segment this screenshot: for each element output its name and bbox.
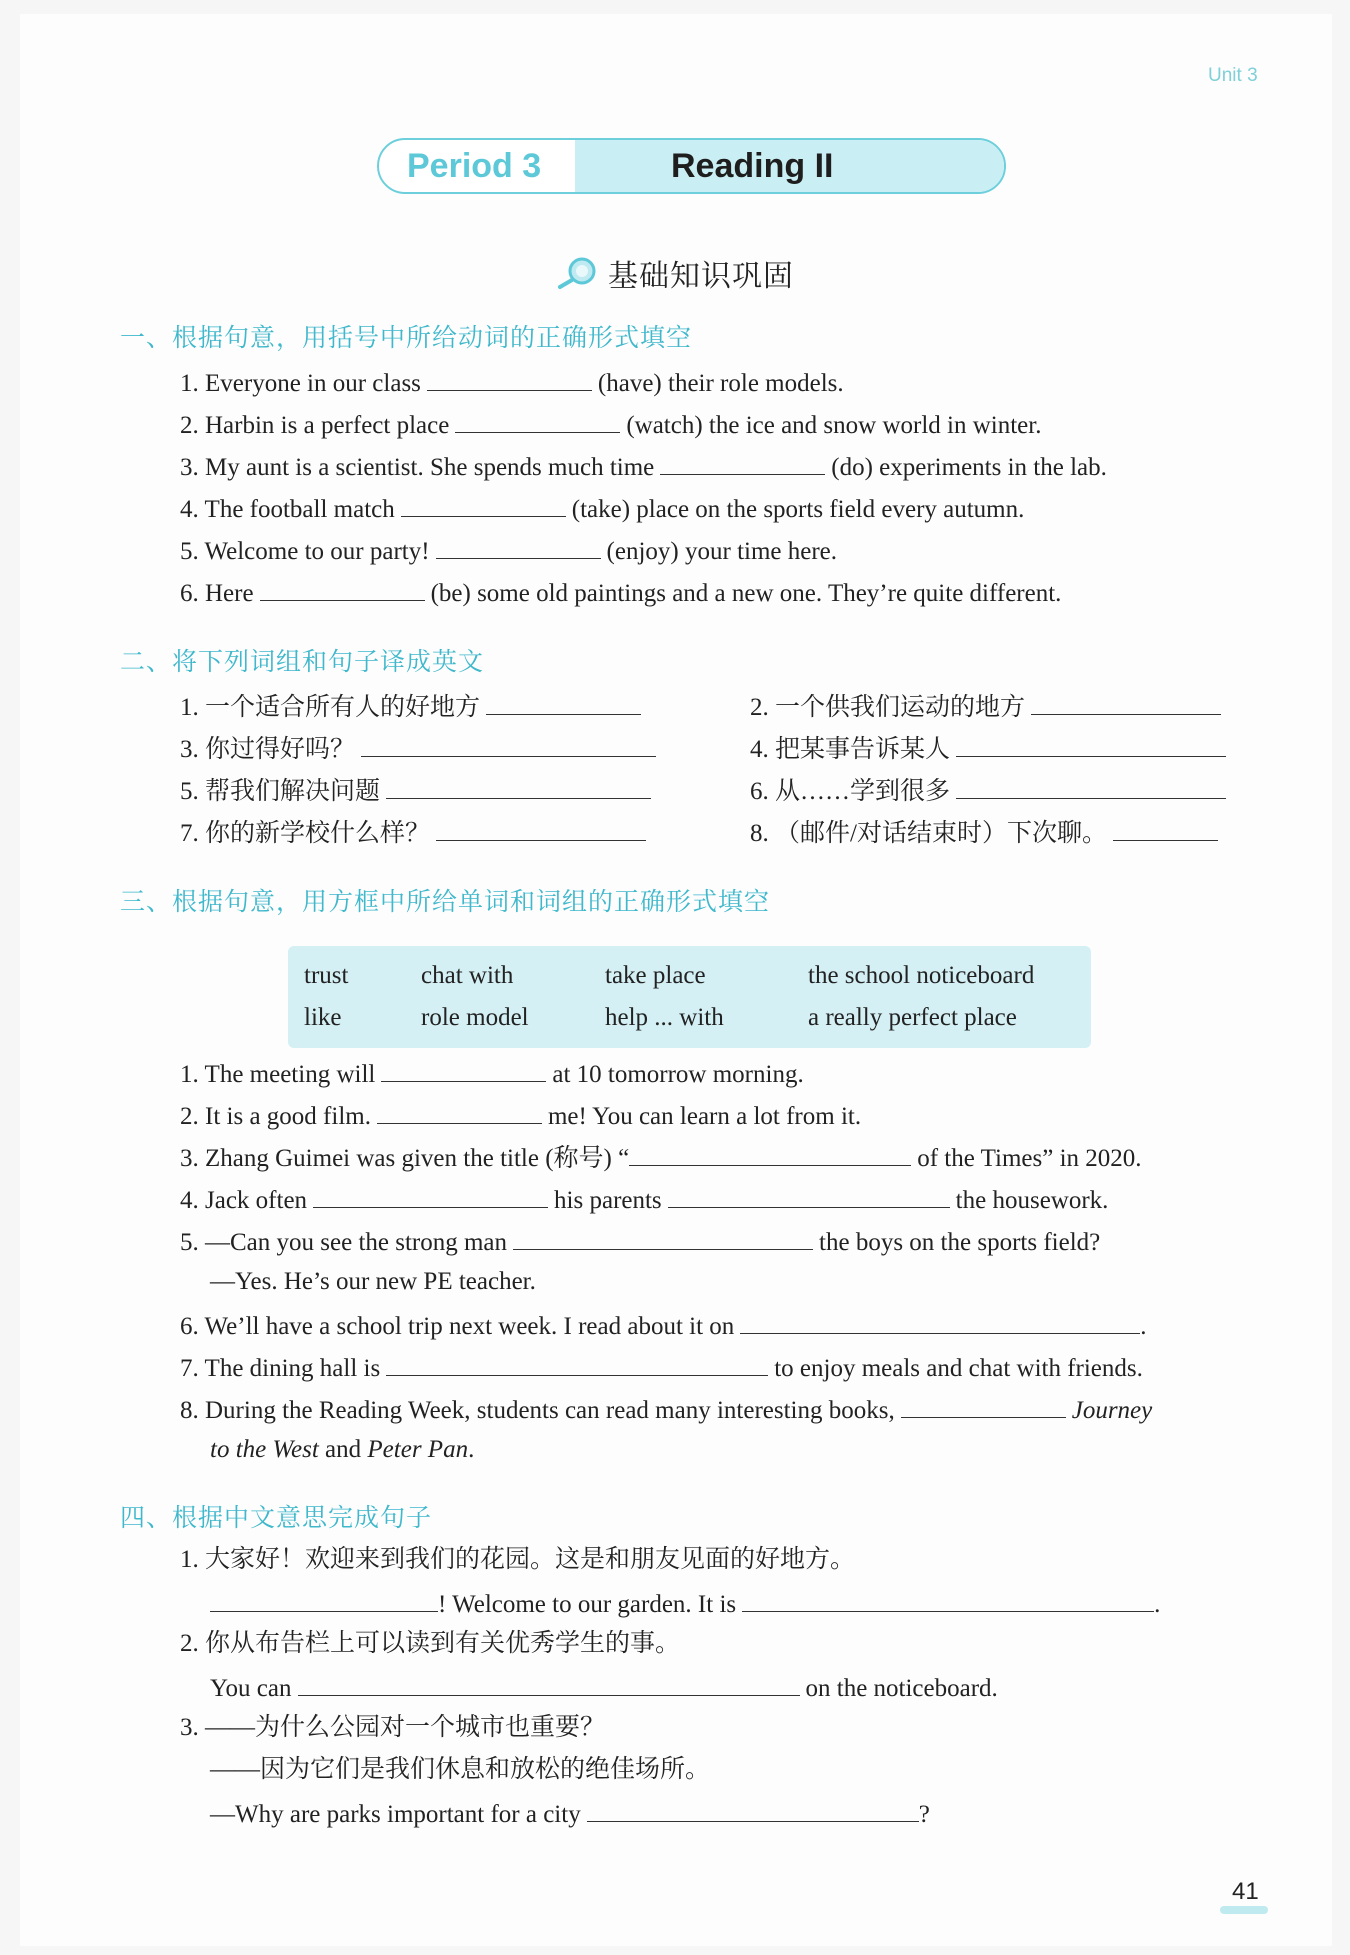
answer-blank[interactable]	[587, 1797, 919, 1822]
item-text: .	[1140, 1313, 1147, 1340]
p3-item-7	[180, 1351, 1143, 1384]
item-text: to the West	[210, 1436, 319, 1463]
word-bank-item: like	[304, 1004, 342, 1031]
answer-blank[interactable]	[210, 1587, 438, 1612]
p3-item-3	[180, 1141, 1142, 1174]
answer-blank[interactable]	[313, 1183, 548, 1208]
answer-blank[interactable]	[361, 732, 656, 757]
word-bank-item: trust	[304, 962, 349, 989]
word-bank-item: a really perfect place	[808, 1004, 1017, 1031]
word-bank-item: help ... with	[605, 1004, 724, 1031]
p4-item-2	[210, 1671, 998, 1704]
answer-blank[interactable]	[740, 1309, 1140, 1334]
item-text: .	[468, 1436, 475, 1463]
item-text: 4. The football match	[180, 496, 395, 523]
part3-heading: 三、根据句意，用方框中所给单词和词组的正确形式填空	[120, 887, 771, 916]
item-text: (take) place on the sports field every autumn.	[571, 496, 1025, 523]
answer-blank[interactable]	[377, 1099, 542, 1124]
p4-item-2-cn: 2. 你从布告栏上可以读到有关优秀学生的事。	[180, 1630, 681, 1657]
p2-item-6	[750, 774, 1232, 807]
answer-blank[interactable]	[401, 492, 566, 517]
item-text: 7. The dining hall is	[180, 1355, 381, 1382]
answer-blank[interactable]	[427, 366, 592, 391]
p3-item-8	[180, 1393, 1152, 1426]
answer-blank[interactable]	[455, 408, 620, 433]
item-text: 5. Welcome to our party!	[180, 538, 430, 565]
answer-blank[interactable]	[381, 1057, 546, 1082]
item-text: (be) some old paintings and a new one. They’re quite different.	[430, 580, 1062, 607]
item-text: ! Welcome to our garden. It is	[438, 1591, 737, 1618]
p2-item-3	[180, 732, 662, 765]
item-text: of the Times” in 2020.	[917, 1145, 1142, 1172]
item-text: 3. Zhang Guimei was given the title (称号) “	[180, 1145, 630, 1172]
item-text: on the noticeboard.	[805, 1675, 998, 1702]
answer-blank[interactable]	[386, 774, 651, 799]
item-text: 5. 帮我们解决问题	[180, 778, 381, 805]
item-text: (watch) the ice and snow world in winter.	[626, 412, 1042, 439]
title-banner	[377, 138, 1006, 194]
p4-item-1	[210, 1587, 1160, 1620]
item-text: 8. During the Reading Week, students can read many interesting books,	[180, 1397, 895, 1424]
p4-item-3-cn1: 3. ——为什么公园对一个城市也重要？	[180, 1714, 606, 1741]
word-bank-item: chat with	[421, 962, 514, 989]
item-text: 4. 把某事告诉某人	[750, 736, 951, 763]
section-heading	[556, 253, 794, 293]
item-text: Journey	[1071, 1397, 1153, 1424]
magnifier-icon	[556, 256, 598, 290]
item-text: 5. —Can you see the strong man	[180, 1229, 508, 1256]
item-text: (do) experiments in the lab.	[831, 454, 1107, 481]
p3-item-8-cont	[210, 1435, 474, 1465]
answer-blank[interactable]	[1113, 816, 1218, 841]
p3-item-1	[180, 1057, 804, 1090]
item-text: and	[325, 1436, 362, 1463]
item-text: 2. Harbin is a perfect place	[180, 412, 450, 439]
answer-blank[interactable]	[660, 450, 825, 475]
p2-item-5	[180, 774, 657, 807]
item-text: 1. The meeting will	[180, 1061, 376, 1088]
item-text: 2. 一个供我们运动的地方	[750, 694, 1026, 721]
part4-heading: 四、根据中文意思完成句子	[120, 1503, 433, 1532]
word-bank-item: take place	[605, 962, 706, 989]
p3-item-4	[180, 1183, 1108, 1216]
unit-label: Unit 3	[1208, 65, 1258, 86]
item-text: me! You can learn a lot from it.	[547, 1103, 862, 1130]
p4-item-3-cn2: ——因为它们是我们休息和放松的绝佳场所。	[210, 1756, 711, 1783]
item-text: the boys on the sports field?	[819, 1229, 1101, 1256]
answer-blank[interactable]	[260, 576, 425, 601]
item-text: the housework.	[955, 1187, 1109, 1214]
item-text: (enjoy) your time here.	[606, 538, 838, 565]
p1-item-5	[180, 534, 837, 567]
item-text: .	[1154, 1591, 1161, 1618]
p4-item-3	[210, 1797, 930, 1830]
word-bank-item: role model	[421, 1004, 529, 1031]
answer-blank[interactable]	[668, 1183, 950, 1208]
answer-blank[interactable]	[1031, 690, 1221, 715]
item-text: 8. （邮件/对话结束时）下次聊。	[750, 820, 1107, 847]
p3-item-6	[180, 1309, 1147, 1342]
answer-blank[interactable]	[298, 1671, 800, 1696]
item-text: 4. Jack often	[180, 1187, 308, 1214]
answer-blank[interactable]	[436, 534, 601, 559]
item-text: Peter Pan	[367, 1436, 469, 1463]
item-text: 6. We’ll have a school trip next week. I read about it on	[180, 1313, 735, 1340]
item-text: 7. 你的新学校什么样？	[180, 820, 431, 847]
p3-item-2	[180, 1099, 861, 1132]
answer-blank[interactable]	[956, 774, 1226, 799]
item-text: ?	[918, 1801, 930, 1828]
p4-item-1-cn: 1. 大家好！欢迎来到我们的花园。这是和朋友见面的好地方。	[180, 1546, 856, 1573]
page-number: 41	[1232, 1878, 1259, 1905]
p2-item-1	[180, 690, 647, 723]
p1-item-3	[180, 450, 1107, 483]
part2-heading: 二、将下列词组和句子译成英文	[120, 647, 485, 676]
period-label: Period 3	[407, 147, 542, 185]
answer-blank[interactable]	[629, 1141, 911, 1166]
item-text: at 10 tomorrow morning.	[552, 1061, 804, 1088]
item-text: to enjoy meals and chat with friends.	[774, 1355, 1143, 1382]
p1-item-6	[180, 576, 1061, 609]
p2-item-8	[750, 816, 1224, 849]
item-text: 3. My aunt is a scientist. She spends much time	[180, 454, 655, 481]
item-text: 2. It is a good film.	[180, 1103, 371, 1130]
answer-blank[interactable]	[386, 1351, 768, 1376]
answer-blank[interactable]	[513, 1225, 813, 1250]
page-number-decoration	[1220, 1906, 1268, 1914]
answer-blank[interactable]	[901, 1393, 1066, 1418]
p1-item-4	[180, 492, 1024, 525]
lesson-title: Reading II	[575, 140, 1005, 192]
item-text: You can	[210, 1675, 292, 1702]
answer-blank[interactable]	[956, 732, 1226, 757]
p2-item-2	[750, 690, 1227, 723]
part1-heading: 一、根据句意，用括号中所给动词的正确形式填空	[120, 323, 693, 352]
item-text: 1. 一个适合所有人的好地方	[180, 694, 481, 721]
p3-item-5-reply: —Yes. He’s our new PE teacher.	[210, 1268, 536, 1295]
item-text: his parents	[554, 1187, 662, 1214]
item-text: 3. 你过得好吗？	[180, 736, 356, 763]
item-text: (have) their role models.	[597, 370, 844, 397]
word-box	[288, 946, 1091, 1048]
item-text: 6. 从……学到很多	[750, 778, 951, 805]
p2-item-7	[180, 816, 652, 849]
p2-item-4	[750, 732, 1232, 765]
item-text: —Why are parks important for a city	[210, 1801, 581, 1828]
answer-blank[interactable]	[436, 816, 646, 841]
p3-item-5	[180, 1225, 1100, 1258]
section-title: 基础知识巩固	[608, 259, 794, 294]
word-bank-item: the school noticeboard	[808, 962, 1035, 989]
answer-blank[interactable]	[486, 690, 641, 715]
item-text: 1. Everyone in our class	[180, 370, 421, 397]
p1-item-2	[180, 408, 1041, 441]
answer-blank[interactable]	[742, 1587, 1154, 1612]
item-text: 6. Here	[180, 580, 254, 607]
p1-item-1	[180, 366, 844, 399]
